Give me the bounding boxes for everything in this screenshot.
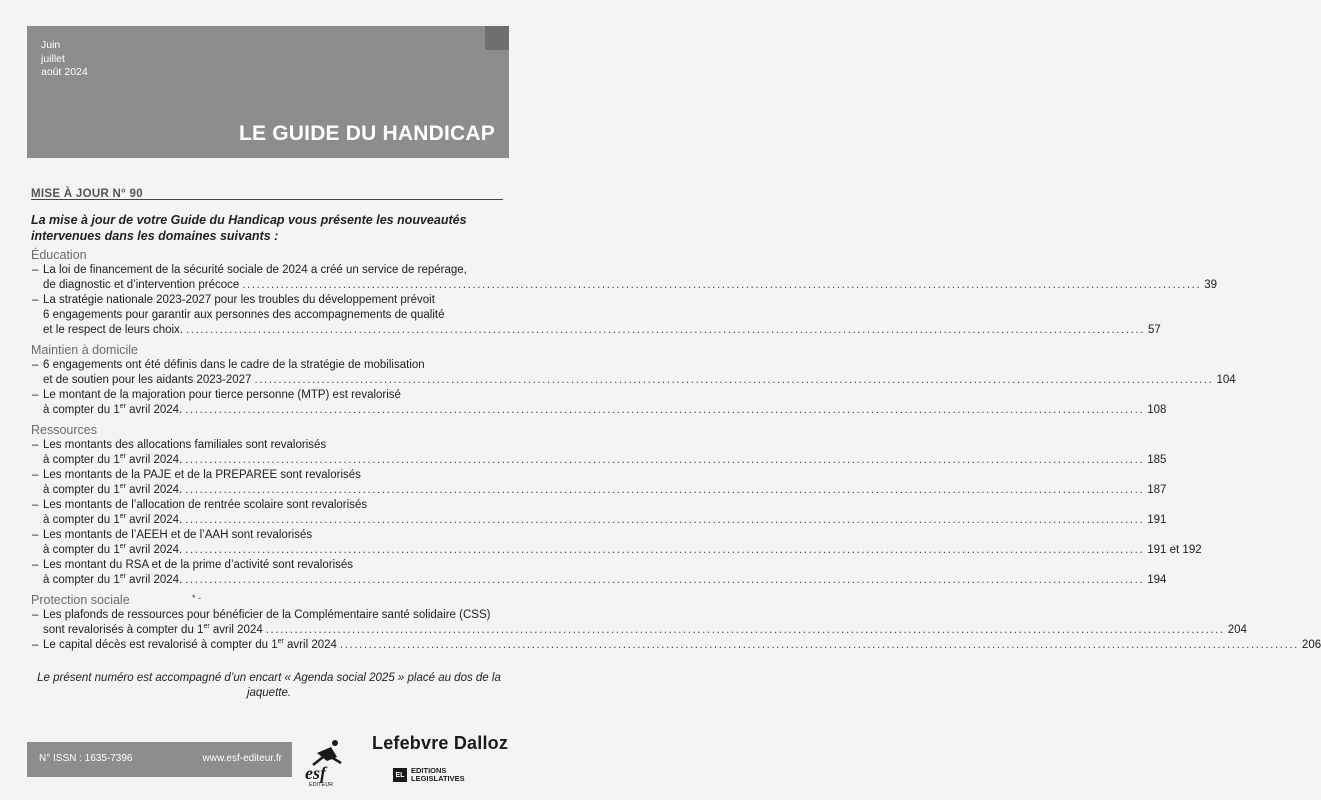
footer-band <box>27 742 292 777</box>
section-title: Ressources <box>31 423 97 437</box>
entry-line: Les plafonds de ressources pour bénéficier de la Complémentaire santé solidaire (CSS) <box>43 609 491 621</box>
esf-wordmark: esf <box>305 763 326 783</box>
issue-month-2: juillet <box>41 52 65 65</box>
section-title: Maintien à domicile <box>31 343 138 357</box>
header-band <box>27 26 509 158</box>
entry-line: Le montant de la majoration pour tierce personne (MTP) est revalorisé <box>43 389 401 401</box>
entry-line: Les montants de la PAJE et de la PREPAREE sont revalorisés <box>43 469 361 481</box>
entry-line: à compter du 1er avril 2024. <box>43 513 183 526</box>
page-number: 57 <box>1148 324 1161 336</box>
list-item: – Le capital décès est revalorisé à compter du 1er avril 2024 ........................................................................................................................................................................................................ 206 <box>32 638 1321 651</box>
entry-line: La loi de financement de la sécurité sociale de 2024 a créé un service de repérage, <box>43 264 467 276</box>
issue-month-1: Juin <box>41 39 61 51</box>
entry-line: Les montants des allocations familiales sont revalorisés <box>43 439 327 451</box>
issue-date <box>41 39 88 80</box>
intro-text: La mise à jour de votre Guide du Handicap vous présente les nouveautés intervenues dans les domaines suivants : <box>31 213 467 243</box>
section-title: Éducation <box>31 248 87 262</box>
page-number: 194 <box>1147 574 1167 586</box>
entry-line: Les montants de l’allocation de rentrée scolaire sont revalorisés <box>43 499 368 511</box>
page-number: 39 <box>1204 279 1218 291</box>
leader-dots: ........................................................................................................................................................................................................ <box>185 544 1145 556</box>
page-number: 187 <box>1147 484 1167 496</box>
entry-line: sont revalorisés à compter du 1er avril 2024 <box>43 623 263 636</box>
publisher-logo: Lefebvre Dalloz <box>372 733 509 753</box>
entry-line: 6 engagements ont été définis dans le cadre de la stratégie de mobilisation <box>43 359 425 371</box>
entry-line: à compter du 1er avril 2024. <box>43 573 183 586</box>
leader-dots: ........................................................................................................................................................................................................ <box>254 374 1214 386</box>
entry-line: 6 engagements pour garantir aux personnes des accompagnements de qualité <box>43 309 445 321</box>
page-number: 204 <box>1227 624 1247 636</box>
leader-dots: ........................................................................................................................................................................................................ <box>339 639 1299 651</box>
corner-square <box>485 26 509 50</box>
page-number: 191 et 192 <box>1147 544 1202 556</box>
page-number: 191 <box>1147 514 1167 526</box>
stray-mark: * - <box>192 593 201 603</box>
issue-month-3: août 2024 <box>41 66 88 78</box>
entry-line: Les montant du RSA et de la prime d’activité sont revalorisés <box>43 559 354 571</box>
list-item: – Le montant de la majoration pour tierce personne (MTP) est revalorisé à compter du 1er avril 2024. ........................................................................................................................................................................................................ 108 <box>32 389 1167 416</box>
entry-line: et de soutien pour les aidants 2023-2027 <box>43 374 252 386</box>
editions-mark: EL <box>393 768 407 782</box>
entry-line: Les montants de l’AEEH et de l’AAH sont revalorisés <box>43 529 313 541</box>
entry-line: La stratégie nationale 2023-2027 pour les troubles du développement prévoit <box>43 294 435 306</box>
entry-line: à compter du 1er avril 2024. <box>43 483 183 496</box>
leader-dots: ........................................................................................................................................................................................................ <box>185 574 1145 586</box>
leader-dots: ........................................................................................................................................................................................................ <box>185 404 1145 416</box>
page-number: 206 <box>1301 639 1321 651</box>
page-number: 108 <box>1147 404 1167 416</box>
section-title: Protection sociale <box>31 593 130 607</box>
list-item: – Les montants de l’allocation de rentrée scolaire sont revalorisés à compter du 1er avril 2024. ........................................................................................................................................................................................................ 191 <box>32 499 1167 526</box>
leader-dots: ........................................................................................................................................................................................................ <box>185 514 1145 526</box>
page-number: 185 <box>1147 454 1167 466</box>
entry-line: de diagnostic et d’intervention précoce <box>43 279 240 291</box>
entry-line: à compter du 1er avril 2024. <box>43 403 183 416</box>
sections-list <box>31 247 1321 653</box>
editions-line-2: LEGISLATIVES <box>411 774 465 783</box>
leader-dots: ........................................................................................................................................................................................................ <box>242 279 1202 291</box>
list-item: – Les montants des allocations familiales sont revalorisés à compter du 1er avril 2024. ........................................................................................................................................................................................................ 185 <box>32 439 1167 466</box>
list-item: – La stratégie nationale 2023-2027 pour les troubles du développement prévoit 6 engagements pour garantir aux personnes des accompagnements de qualité et le respect de leurs choix. ........................................................................................................................................................................................................ 57 <box>32 294 1161 336</box>
list-item: – Les montant du RSA et de la prime d’activité sont revalorisés à compter du 1er avril 2024. ........................................................................................................................................................................................................ 194 <box>32 559 1167 586</box>
list-item: – Les plafonds de ressources pour bénéficier de la Complémentaire santé solidaire (CSS) sont revalorisés à compter du 1er avril 2024 ........................................................................................................................................................................................................ 204 <box>32 609 1247 636</box>
entry-line: et le respect de leurs choix. <box>43 324 183 336</box>
leader-dots: ........................................................................................................................................................................................................ <box>186 324 1146 336</box>
entry-line: à compter du 1er avril 2024. <box>43 453 183 466</box>
insert-note: Le présent numéro est accompagné d’un encart « Agenda social 2025 » placé au dos de la jaquette. <box>37 672 501 699</box>
list-item: – 6 engagements ont été définis dans le cadre de la stratégie de mobilisation et de soutien pour les aidants 2023-2027 ........................................................................................................................................................................................................ 104 <box>32 359 1236 386</box>
website-link[interactable]: www.esf-editeur.fr <box>202 753 282 764</box>
editions-logo <box>393 767 465 783</box>
editions-line-1: EDITIONS <box>411 766 447 775</box>
page-number: 104 <box>1216 374 1236 386</box>
update-label: MISE À JOUR N° 90 <box>31 188 143 200</box>
esf-sub: EDITEUR <box>309 782 334 788</box>
entry-line: à compter du 1er avril 2024. <box>43 543 183 556</box>
leader-dots: ........................................................................................................................................................................................................ <box>185 484 1145 496</box>
update-heading <box>31 184 503 200</box>
esf-logo <box>301 737 347 787</box>
leader-dots: ........................................................................................................................................................................................................ <box>265 624 1225 636</box>
issn: N° ISSN : 1635-7396 <box>39 753 133 764</box>
guide-title: LE GUIDE DU HANDICAP <box>238 122 495 145</box>
list-item: – Les montants de l’AEEH et de l’AAH sont revalorisés à compter du 1er avril 2024. ........................................................................................................................................................................................................ 191 et 192 <box>32 529 1202 556</box>
entry-line: Le capital décès est revalorisé à compter du 1er avril 2024 <box>43 638 337 651</box>
leader-dots: ........................................................................................................................................................................................................ <box>185 454 1145 466</box>
list-item: – La loi de financement de la sécurité sociale de 2024 a créé un service de repérage, de diagnostic et d’intervention précoce ........................................................................................................................................................................................................ 39 <box>32 264 1218 291</box>
list-item: – Les montants de la PAJE et de la PREPAREE sont revalorisés à compter du 1er avril 2024. ........................................................................................................................................................................................................ 187 <box>32 469 1167 496</box>
